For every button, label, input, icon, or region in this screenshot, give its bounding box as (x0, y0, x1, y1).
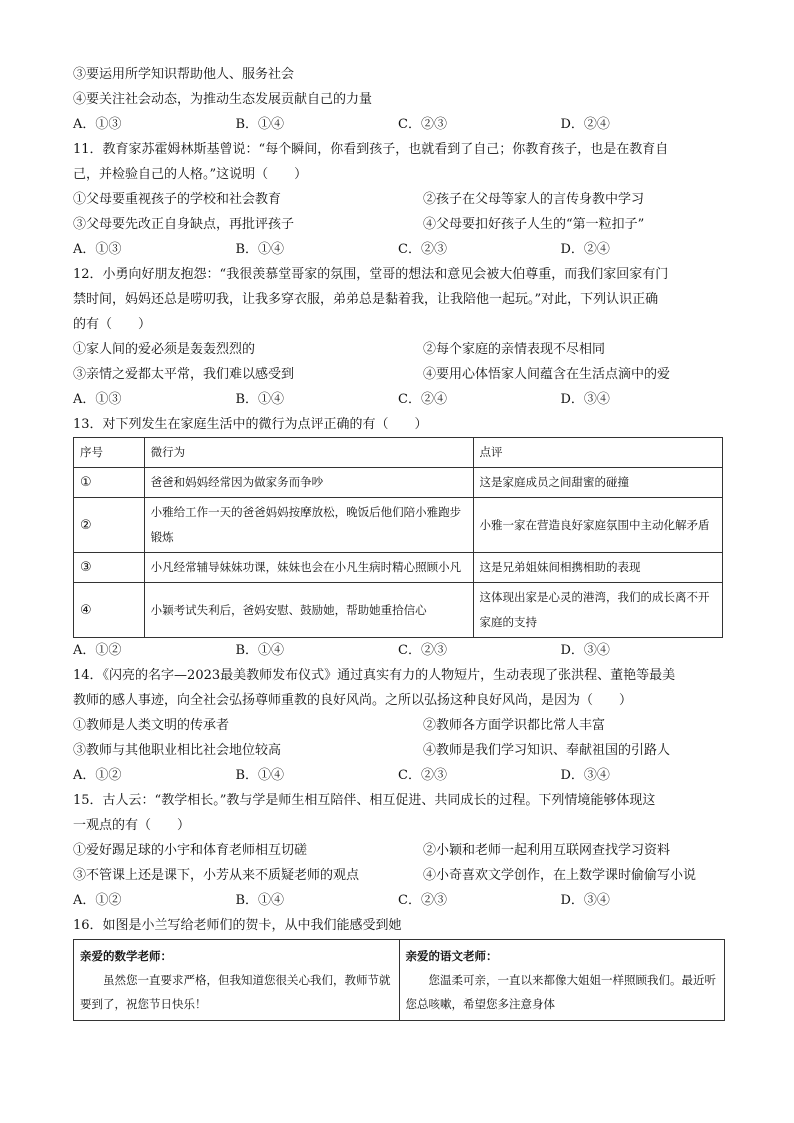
card-right-title: 亲爱的语文老师： (405, 949, 498, 963)
card-right-body: 您温柔可亲，一直以来都像大姐姐一样照顾我们。最近听您总咳嗽，希望您多注意身体 (405, 973, 716, 1011)
q12-answer-choices (73, 387, 723, 412)
choice-a[interactable]: A．①② (73, 768, 122, 783)
q11-statement-1: ①父母要重视孩子的学校和社会教育 (73, 192, 282, 207)
q15-statement-1: ①爱好踢足球的小宇和体育老师相互切磋 (73, 843, 308, 858)
q14-answer-choices (73, 763, 723, 788)
row-comment: 这是兄弟姐妹间相携相助的表现 (473, 553, 722, 583)
choice-b[interactable]: B．①④ (235, 117, 285, 132)
greeting-card (73, 939, 725, 1021)
choice-b[interactable]: B．①④ (235, 242, 285, 257)
choice-c[interactable]: C．②③ (398, 117, 447, 132)
choice-a[interactable]: A．①② (73, 643, 122, 658)
q11-statement-4: ④父母要扣好孩子人生的“第一粒扣子” (423, 217, 645, 232)
card-left-body: 虽然您一直要求严格，但我知道您很关心我们，教师节就要到了，祝您节日快乐！ (80, 973, 391, 1011)
q11-statements-row2 (73, 212, 723, 237)
row-number: ③ (74, 553, 145, 583)
card-math-teacher (74, 940, 399, 1020)
table-row (74, 498, 723, 553)
exam-page (73, 62, 723, 1021)
choice-c[interactable]: C．②④ (398, 392, 447, 407)
q15-statement-3: ③不管课上还是课下，小芳从来不质疑老师的观点 (73, 868, 360, 883)
choice-a[interactable]: A．①③ (73, 242, 122, 257)
row-comment: 小雅一家在营造良好家庭氛围中主动化解矛盾 (473, 498, 722, 553)
q12-statement-2: ②每个家庭的亲情表现不尽相同 (423, 342, 606, 357)
q16-stem: 16．如图是小兰写给老师们的贺卡，从中我们能感受到她 (73, 918, 402, 933)
choice-c[interactable]: C．②③ (398, 893, 447, 908)
card-chinese-teacher (399, 940, 725, 1020)
table-row (74, 468, 723, 498)
q12-statement-1: ①家人间的爱必须是轰轰烈烈的 (73, 342, 256, 357)
row-comment: 这体现出家是心灵的港湾，我们的成长离不开家庭的支持 (473, 583, 722, 638)
row-number: ④ (74, 583, 145, 638)
choice-a[interactable]: A．①③ (73, 117, 122, 132)
q14-statement-3: ③教师与其他职业相比社会地位较高 (73, 743, 282, 758)
card-left-title: 亲爱的数学老师： (80, 949, 172, 963)
q14-statement-4: ④教师是我们学习知识、奉献祖国的引路人 (423, 743, 671, 758)
q14-statement-2: ②教师各方面学识都比常人丰富 (423, 718, 606, 733)
q11-statement-3: ③父母要先改正自身缺点，再批评孩子 (73, 217, 295, 232)
q14-stem-line2: 教师的感人事迹，向全社会弘扬尊师重教的良好风尚。之所以弘扬这种良好风尚，是因为（ ） (73, 693, 633, 708)
q11-answer-choices (73, 237, 723, 262)
choice-b[interactable]: B．①④ (235, 643, 285, 658)
row-behavior: 小雅给工作一天的爸爸妈妈按摩放松，晚饭后他们陪小雅跑步锻炼 (144, 498, 473, 553)
q15-statement-4: ④小奇喜欢文学创作，在上数学课时偷偷写小说 (423, 868, 697, 883)
q12-statement-3: ③亲情之爱都太平常，我们难以感受到 (73, 367, 295, 382)
choice-c[interactable]: C．②③ (398, 768, 447, 783)
q12-statements-row2 (73, 362, 723, 387)
q14-stem-line1: 14．《闪亮的名字—2023最美教师发布仪式》通过真实有力的人物短片，生动表现了张洪程、董艳等最美 (73, 668, 676, 683)
q15-stem-line1: 15．古人云：“教学相长。”教与学是师生相互陪伴、相互促进、共同成长的过程。下列情境能够体现这 (73, 793, 656, 808)
table-header-row (74, 438, 723, 468)
table-row (74, 583, 723, 638)
q15-statements-row1 (73, 838, 723, 863)
q10-option-4: ④要关注社会动态，为推动生态发展贡献自己的力量 (73, 92, 373, 107)
row-behavior: 爸爸和妈妈经常因为做家务而争吵 (144, 468, 473, 498)
q12-statements-row1 (73, 337, 723, 362)
q11-statements-row1 (73, 187, 723, 212)
q14-statements-row2 (73, 738, 723, 763)
choice-d[interactable]: D．③④ (560, 768, 610, 783)
header-comment: 点评 (473, 438, 722, 468)
row-number: ① (74, 468, 145, 498)
q12-stem-line3: 的有（ ） (73, 317, 152, 332)
q10-option-3: ③要运用所学知识帮助他人、服务社会 (73, 67, 295, 82)
choice-d[interactable]: D．②④ (560, 117, 610, 132)
q15-statement-2: ②小颖和老师一起利用互联网查找学习资料 (423, 843, 671, 858)
q13-answer-choices (73, 638, 723, 663)
q10-answer-choices (73, 112, 723, 137)
q12-stem-line1: 12．小勇向好朋友抱怨：“我很羡慕堂哥家的氛围，堂哥的想法和意见会被大伯尊重，而我们家回家有门 (73, 267, 669, 282)
q11-stem-line1: 11．教育家苏霍姆林斯基曾说：“每个瞬间，你看到孩子，也就看到了自己；你教育孩子，也是在教育自 (73, 142, 669, 157)
header-number: 序号 (74, 438, 145, 468)
q13-stem: 13．对下列发生在家庭生活中的微行为点评正确的有（ ） (73, 417, 428, 432)
row-behavior: 小凡经常辅导妹妹功课，妹妹也会在小凡生病时精心照顾小凡 (144, 553, 473, 583)
q15-stem-line2: 一观点的有（ ） (73, 818, 191, 833)
q12-statement-4: ④要用心体悟家人间蕴含在生活点滴中的爱 (423, 367, 671, 382)
choice-a[interactable]: A．①② (73, 893, 122, 908)
row-comment: 这是家庭成员之间甜蜜的碰撞 (473, 468, 722, 498)
choice-d[interactable]: D．③④ (560, 392, 610, 407)
choice-d[interactable]: D．②④ (560, 242, 610, 257)
q12-stem-line2: 禁时间，妈妈还总是唠叨我，让我多穿衣服，弟弟总是黏着我，让我陪他一起玩。”对此，下列认识正确 (73, 292, 659, 307)
q15-answer-choices (73, 888, 723, 913)
q14-statements-row1 (73, 713, 723, 738)
choice-b[interactable]: B．①④ (235, 768, 285, 783)
choice-d[interactable]: D．③④ (560, 643, 610, 658)
choice-c[interactable]: C．②③ (398, 242, 447, 257)
row-behavior: 小颖考试失利后，爸妈安慰、鼓励她，帮助她重拾信心 (144, 583, 473, 638)
q11-stem-line2: 己，并检验自己的人格。”这说明（ ） (73, 167, 308, 182)
choice-a[interactable]: A．①③ (73, 392, 122, 407)
choice-b[interactable]: B．①④ (235, 392, 285, 407)
q14-statement-1: ①教师是人类文明的传承者 (73, 718, 230, 733)
q11-statement-2: ②孩子在父母等家人的言传身教中学习 (423, 192, 645, 207)
q13-behavior-table (73, 437, 723, 638)
choice-d[interactable]: D．③④ (560, 893, 610, 908)
header-behavior: 微行为 (144, 438, 473, 468)
choice-c[interactable]: C．②③ (398, 643, 447, 658)
choice-b[interactable]: B．①④ (235, 893, 285, 908)
table-row (74, 553, 723, 583)
q15-statements-row2 (73, 863, 723, 888)
row-number: ② (74, 498, 145, 553)
